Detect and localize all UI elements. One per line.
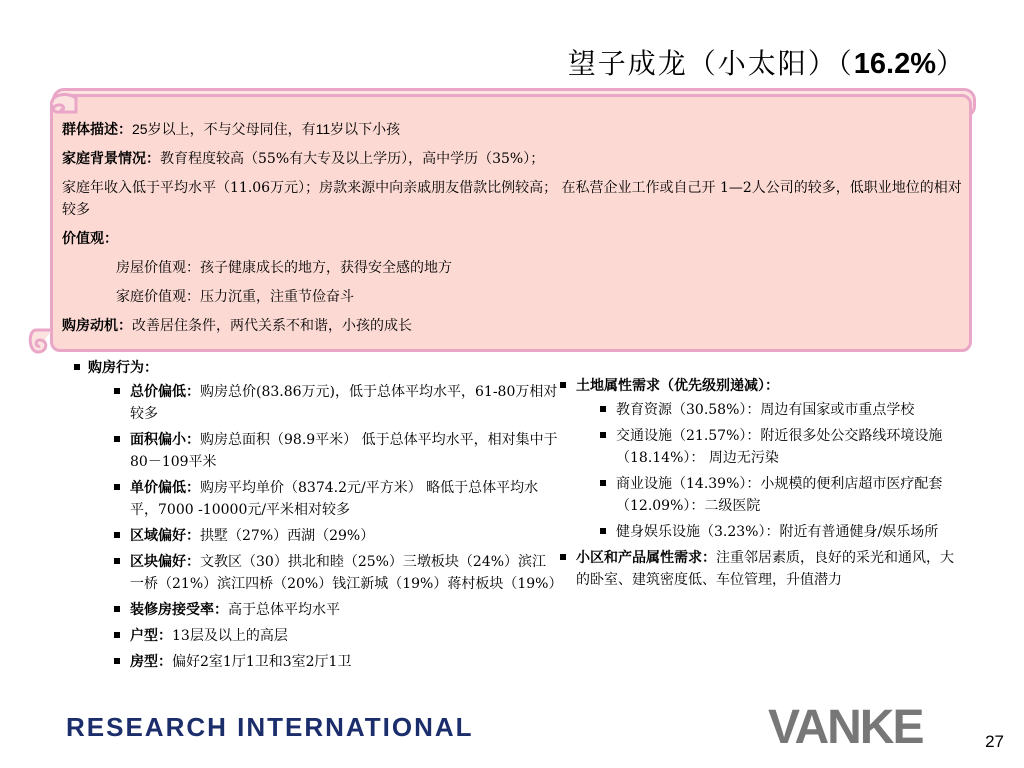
motive-text: 改善居住条件，两代关系不和谐，小孩的成长 [132,318,412,334]
group-text: 25岁以上，不与父母同住，有11岁以下小孩 [132,121,401,137]
behavior-item: 面积偏小：购房总面积（98.9平米） 低于总体平均水平，相对集中于80－109平米 [68,429,558,473]
bullet-icon [114,632,120,638]
purchase-motive [62,315,962,337]
bullet-icon [114,658,120,664]
values-heading [62,228,962,250]
bullet-icon [114,606,120,612]
slide-title-close: ） [935,47,966,80]
group-description [62,118,962,141]
land-item: 健身娱乐设施（3.23%）：附近有普通健身/娱乐场所 [556,521,964,543]
vanke-logo: VANKE [768,701,923,754]
bullet-icon [114,436,120,442]
land-item: 教育资源（30.58%）：周边有国家或市重点学校 [556,399,964,421]
bullet-icon [114,484,120,490]
behavior-item: 总价偏低：购房总价(83.86万元)，低于总体平均水平，61-80万相对较多 [68,381,558,425]
bullet-icon [600,432,606,438]
behavior-item: 区块偏好：文教区（30）拱北和睦（25%）三墩板块（24%）滨江一桥（21%）滨江四桥（20%）钱江新城（19%）蒋村板块（19%） [68,551,558,595]
bullet-icon [600,528,606,534]
family-text: 教育程度较高（55%有大专及以上学历），高中学历（35%）； [160,151,545,167]
bullet-icon [114,388,120,394]
family-background [62,148,962,170]
income-description: 家庭年收入低于平均水平（11.06万元）；房款来源中向亲戚朋友借款比例较高； 在私营企业工作或自己开 1—2人公司的较多，低职业地位的相对较多 [62,180,962,218]
land-requirements-heading: 土地属性需求（优先级别递减）： [556,375,964,397]
bullet-icon [74,364,80,370]
behavior-item: 单价偏低：购房平均单价（8374.2元/平方米） 略低于总体平均水平，7000 -10000元/平米相对较多 [68,477,558,521]
profile-scroll-box [30,88,998,358]
scroll-curl-top-icon [48,90,82,116]
behavior-item: 房型：偏好2室1厅1卫和3室2厅1卫 [68,651,558,673]
family-label: 家庭背景情况： [62,151,160,167]
motive-label: 购房动机： [62,318,132,334]
slide-title [568,42,966,82]
bullet-icon [560,382,566,388]
housing-value: 房屋价值观：孩子健康成长的地方，获得安全感的地方 [116,260,452,276]
requirements-column [556,375,964,593]
land-item: 交通设施（21.57%）：附近很多处公交路线环境设施（18.14%）： 周边无污染 [556,425,964,469]
land-item: 商业设施（14.39%）：小规模的便利店超市医疗配套（12.09%）：二级医院 [556,473,964,517]
values-label: 价值观： [62,231,118,247]
purchase-behavior-column [68,357,563,677]
scroll-curl-bottom-icon [26,324,62,356]
research-international-logo: RESEARCH INTERNATIONAL [66,712,474,742]
profile-text [62,118,962,344]
slide-title-percent: 16.2% [853,48,936,80]
family-value: 家庭价值观：压力沉重，注重节俭奋斗 [116,289,354,305]
behavior-item: 装修房接受率：高于总体平均水平 [68,599,558,621]
bullet-icon [600,406,606,412]
bullet-icon [114,558,120,564]
behavior-item: 户型：13层及以上的高层 [68,625,558,647]
behavior-item: 区域偏好：拱墅（27%）西湖（29%） [68,525,558,547]
bullet-icon [600,480,606,486]
purchase-behavior-heading: 购房行为： [68,357,558,379]
page-number: 27 [985,732,1004,751]
group-label: 群体描述： [62,122,132,138]
slide-title-main: 望子成龙（小太阳）（ [567,47,854,80]
product-requirements: 小区和产品属性需求：注重邻居素质，良好的采光和通风，大的卧室、建筑密度低、车位管理，升值潜力 [556,547,964,591]
bullet-icon [560,554,566,560]
bullet-icon [114,532,120,538]
